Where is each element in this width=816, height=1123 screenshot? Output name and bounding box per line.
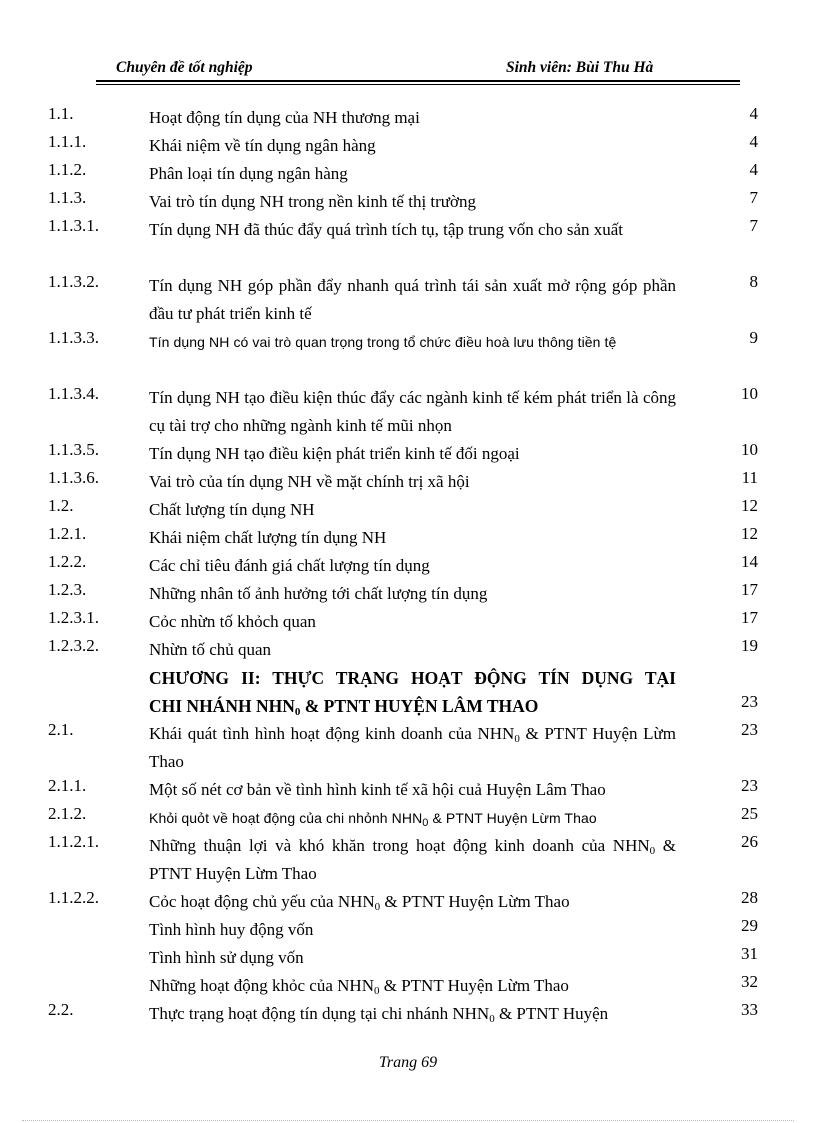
toc-number: 2.2. — [48, 1000, 74, 1019]
toc-page: 29 — [741, 916, 758, 935]
toc-title: Khái quát tình hình hoạt động kinh doanh của $NHN_0$ & PTNT Huyện Lừm Thao — [149, 724, 676, 771]
toc-page: 4 — [749, 132, 758, 151]
toc-page: 12 — [741, 496, 758, 515]
header-rule — [96, 80, 740, 82]
toc-number: 1.1.3.4. — [48, 384, 99, 403]
toc-number: 1.2.3. — [48, 580, 87, 599]
toc-number: 1.1.3.5. — [48, 440, 99, 459]
toc-page: 26 — [741, 832, 758, 851]
toc-number: 1.1.3.3. — [48, 328, 99, 347]
toc-title: Nhừn tố chủ quan — [149, 640, 272, 659]
toc-title: Những hoạt động khỏc của $NHN_0$ & PTNT Huyện Lừm Thao — [149, 976, 569, 997]
toc-title: Phân loại tín dụng ngân hàng — [149, 164, 348, 183]
toc-title: Hoạt động tín dụng của NH thương mại — [149, 108, 420, 127]
toc-page: 23 — [741, 692, 758, 711]
toc-number: 1.1.3. — [48, 188, 87, 207]
toc-page: 32 — [741, 972, 758, 991]
toc-number: 1.1.2.1. — [48, 832, 99, 851]
toc-page: 11 — [741, 468, 758, 487]
toc-title: Vai trò của tín dụng NH về mặt chính trị xã hội — [149, 472, 470, 491]
toc-title: Tín dụng NH đã thúc đẩy quá trình tích tụ, tập trung vốn cho sản xuất — [149, 220, 624, 239]
toc-page: 28 — [741, 888, 758, 907]
toc-page: 23 — [741, 720, 758, 739]
toc-page: 23 — [741, 776, 758, 795]
toc-page: 8 — [749, 272, 758, 291]
toc-title: Tình hình sử dụng vốn — [149, 948, 304, 967]
header-rule-thin — [96, 84, 740, 85]
toc-title: Những thuận lợi và khó khăn trong hoạt động kinh doanh của $NHN_0$ & PTNT Huyện Lừm Thao — [149, 836, 676, 883]
toc-number: 1.2. — [48, 496, 74, 515]
toc-title: Tín dụng NH tạo điều kiện thúc đẩy các ngành kinh tế kém phát triển là công cụ tài trợ cho những ngành kinh tế mũi nhọn — [149, 388, 676, 435]
toc-title: Những nhân tố ảnh hưởng tới chất lượng tín dụng — [149, 584, 488, 603]
toc-page: 12 — [741, 524, 758, 543]
toc-title: Tín dụng NH góp phần đẩy nhanh quá trình tái sản xuất mở rộng góp phần đầu tư phát triển kinh tế — [149, 276, 676, 323]
toc-title: Tín dụng NH tạo điều kiện phát triển kinh tế đối ngoại — [149, 444, 520, 463]
toc-title: Khái niệm chất lượng tín dụng NH — [149, 528, 387, 547]
toc-title: Một số nét cơ bản về tình hình kinh tế xã hội cuả Huyện Lâm Thao — [149, 780, 606, 799]
toc-title: Tình hình huy động vốn — [149, 920, 314, 939]
toc-number: 1.2.1. — [48, 524, 87, 543]
toc-page: 7 — [749, 216, 758, 235]
toc-page: 4 — [749, 104, 758, 123]
toc-number: 1.1.3.6. — [48, 468, 99, 487]
toc-title: Thực trạng hoạt động tín dụng tại chi nhánh $NHN_0$ & PTNT Huyện — [149, 1004, 609, 1025]
toc-page: 31 — [741, 944, 758, 963]
toc-page: 4 — [749, 160, 758, 179]
page-number-label: Trang 69 — [378, 1054, 438, 1071]
chapter-title-line2: CHI NHÁNH $NHN_0$ & PTNT HUYỆN LÂM THAO — [149, 696, 539, 718]
page-bottom-divider — [22, 1120, 794, 1121]
page-header — [96, 57, 740, 87]
toc-number: 1.2.3.2. — [48, 636, 99, 655]
page-footer — [0, 1054, 816, 1072]
toc-page: 9 — [749, 328, 758, 347]
toc-number: 2.1.1. — [48, 776, 87, 795]
toc-number: 1.1.3.2. — [48, 272, 99, 291]
toc-title: Khỏi quỏt về hoạt động của chi nhỏnh $NHN_0$ & PTNT Huyện Lừm Thao — [149, 810, 597, 829]
toc-page: 25 — [741, 804, 758, 823]
toc-title: Chất lượng tín dụng NH — [149, 500, 315, 519]
toc-number: 2.1.2. — [48, 804, 87, 823]
toc-title: Tín dụng NH có vai trò quan trọng trong tổ chức điều hoà lưu thông tiền tệ — [149, 334, 617, 350]
toc-number: 2.1. — [48, 720, 74, 739]
header-author: Sinh viên: Bùi Thu Hà — [506, 59, 654, 76]
toc-title: Các chỉ tiêu đánh giá chất lượng tín dụng — [149, 556, 430, 575]
toc-page: 33 — [741, 1000, 758, 1019]
toc-number: 1.1. — [48, 104, 74, 123]
toc-title: Cỏc hoạt động chủ yếu của $NHN_0$ & PTNT Huyện Lừm Thao — [149, 892, 570, 913]
toc-page: 17 — [741, 580, 758, 599]
toc-number: 1.2.3.1. — [48, 608, 99, 627]
chapter-title-line1: CHƯƠNG II: THỰC TRẠNG HOẠT ĐỘNG TÍN DỤNG TẠI — [149, 668, 676, 688]
toc-page: 17 — [741, 608, 758, 627]
toc-title: Vai trò tín dụng NH trong nền kinh tế thị trường — [149, 192, 477, 211]
toc-number: 1.1.1. — [48, 132, 87, 151]
toc-page: 10 — [741, 384, 758, 403]
toc-page: 14 — [741, 552, 758, 571]
toc-page: 7 — [749, 188, 758, 207]
header-title: Chuyên đề tốt nghiệp — [116, 59, 253, 76]
toc-page: 10 — [741, 440, 758, 459]
toc-number: 1.1.2. — [48, 160, 87, 179]
toc-number: 1.2.2. — [48, 552, 87, 571]
toc-title: Cỏc nhừn tố khỏch quan — [149, 612, 316, 631]
toc-number: 1.1.2.2. — [48, 888, 99, 907]
toc-title: Khái niệm về tín dụng ngân hàng — [149, 136, 376, 155]
toc-page: 19 — [741, 636, 758, 655]
toc-number: 1.1.3.1. — [48, 216, 99, 235]
